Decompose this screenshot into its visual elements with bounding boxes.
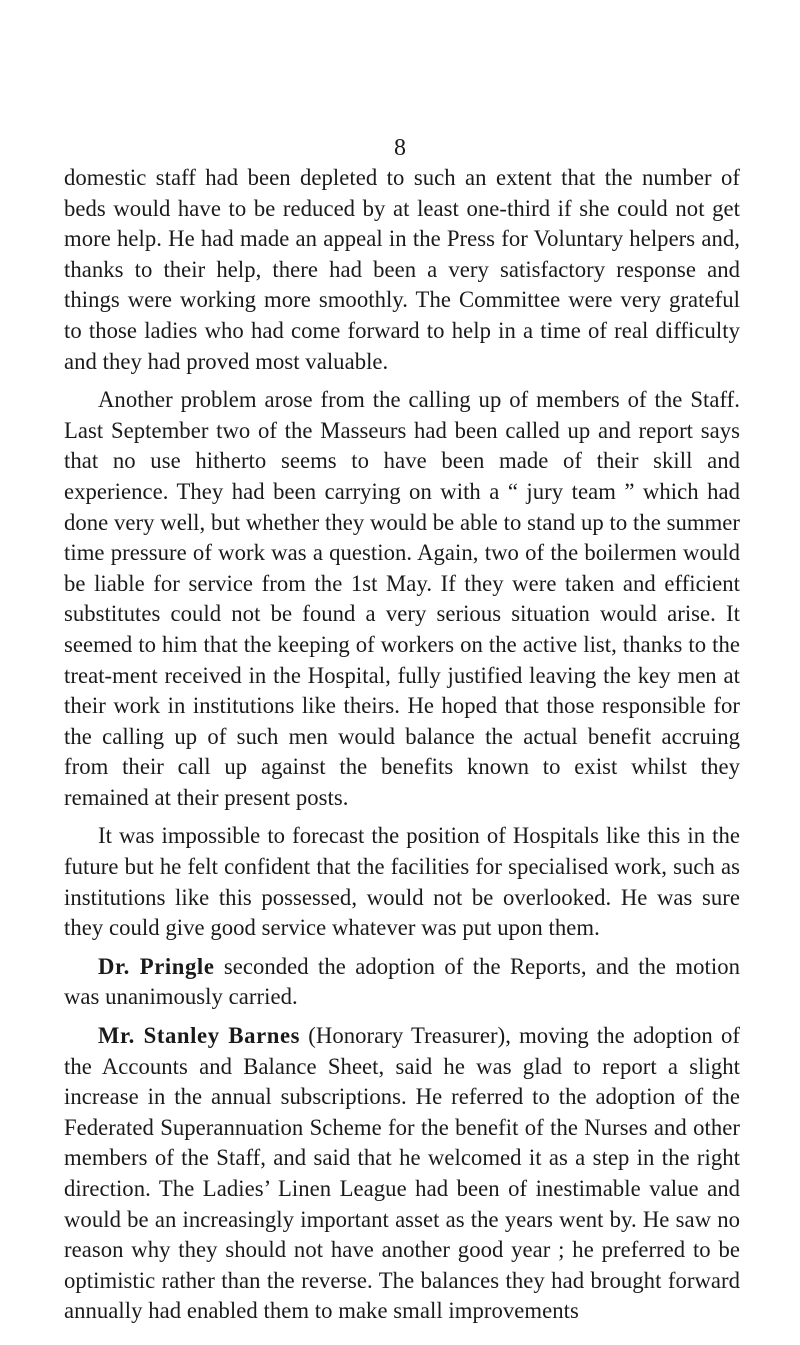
page-number: 8: [394, 135, 406, 161]
paragraph-future-position: It was impossible to forecast the position of Hospitals like this in the future but he felt confident that the facilities for specialised work, such as institutions like this possessed, would not be overlooked. He was sure they could give good service whatever was put upon them.: [64, 823, 740, 941]
speaker-name: Mr. Stanley Barnes: [98, 1023, 301, 1049]
speaker-name: Dr. Pringle: [98, 953, 215, 979]
paragraph-continued: domestic staff had been depleted to such an extent that the number of beds would have to be reduced by at least one-third if she could not get more help. He had made an appeal in the Press for Voluntary helpers and, thanks to their help, there had been a very satisfactory response and things were working more smoothly. The Committee were very grateful to those ladies who had come forward to help in a time of real difficulty and they had proved most valuable.: [64, 165, 740, 374]
paragraph-text: seconded the adoption of the Reports, and the motion was unanimously carried.: [64, 953, 740, 1010]
paragraph-staff-call-up: Another problem arose from the calling up of members of the Staff. Last September two of the Masseurs had been called up and report says that no use hitherto seems to have been made of their skill and experience. They had been carrying on with a “ jury team ” which had done very well, but whether they would be able to stand up to the summer time pressure of work was a question. Again, two of the boilermen would be liable for service from the 1st May. If they were taken and efficient substitutes could not be found a very serious situation would arise. It seemed to him that the keeping of workers on the active list, thanks to the treat-ment received in the Hospital, fully justified leaving the key men at their work in institutions like theirs. He hoped that those responsible for the calling up of such men would balance the actual benefit accruing from their call up against the benefits known to exist whilst they remained at their present posts.: [64, 387, 740, 810]
paragraph-barnes-treasurer: [64, 1021, 740, 1327]
body-text: [64, 163, 740, 1335]
paragraph-pringle-seconded: [64, 952, 740, 1013]
paragraph-text: (Honorary Treasurer), moving the adoption of the Accounts and Balance Sheet, said he was glad to report a slight increase in the annual subscriptions. He referred to the adoption of the Federated Superannuation Scheme for the benefit of the Nurses and other members of the Staff, and said that he welcomed it as a step in the right direction. The Ladies’ Linen League had been of inestimable value and would be an increasingly important asset as the years went by. He saw no reason why they should not have another good year ; he preferred to be optimistic rather than the reverse. The balances they had brought forward annually had enabled them to make small improvements: [64, 1023, 740, 1324]
